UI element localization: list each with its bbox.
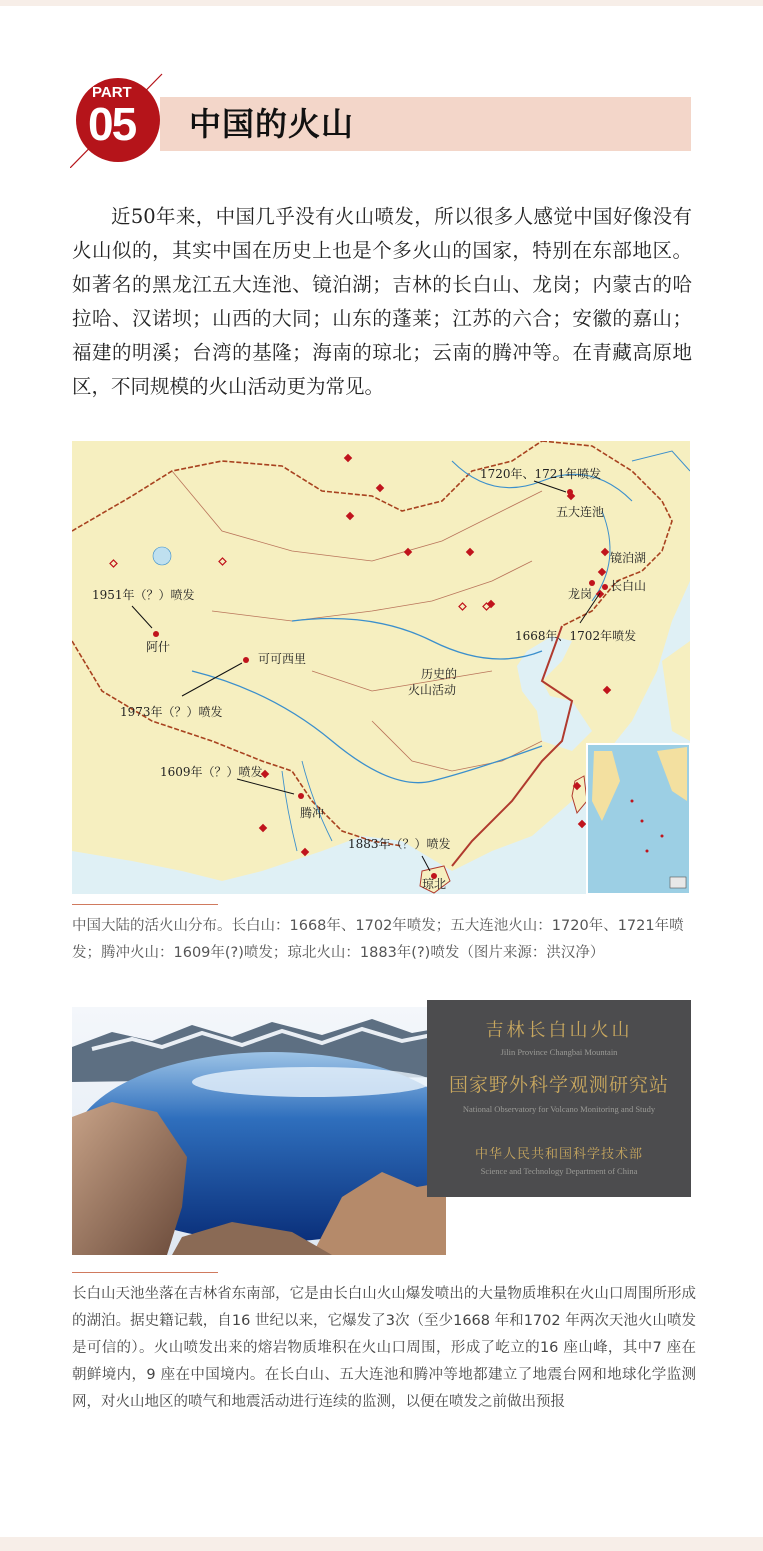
label-kekexili: 可可西里 (258, 652, 307, 666)
map-caption: 中国大陆的活火山分布。长白山：1668年、1702年喷发；五大连池火山：1720年、1721年喷发；腾冲火山：1609年(?)喷发；琼北火山：1883年(?)喷发（图片来源：洪汉净） (72, 918, 684, 961)
bottom-band (0, 1537, 763, 1551)
label-changbaishan: 长白山 (610, 579, 647, 593)
label-tengchong: 腾冲 (300, 806, 325, 820)
top-band (0, 0, 763, 6)
label-kekexili-date: 1973年（？）喷发 (120, 705, 223, 719)
label-tengchong-date: 1609年（？）喷发 (160, 765, 263, 779)
caption2-divider (72, 1272, 218, 1273)
volcano-map (72, 441, 690, 894)
label-jingpohu: 镜泊湖 (610, 551, 647, 565)
plaque-line2-en: National Observatory for Volcano Monitoring and Study (462, 1104, 656, 1114)
observatory-plaque-photo (427, 1000, 691, 1197)
plaque-line2-cn: 国家野外科学观测研究站 (448, 1074, 669, 1096)
label-volcanic-activity: 火山活动 (408, 683, 457, 697)
label-wudalianchi-date: 1720年、1721年喷发 (480, 467, 602, 481)
intro-paragraph: 近50年来，中国几乎没有火山喷发，所以很多人感觉中国好像没有火山似的，其实中国在历史上也是个多火山的国家，特别在东部地区。如著名的黑龙江五大连池、镜泊湖；吉林的长白山、龙岗；内蒙古的哈拉哈、汉诺坝；山西的大同；山东的蓬莱；江苏的六合；安徽的嘉山；福建的明溪；台湾的基隆；海南的琼北；云南的腾冲等。在青藏高原地区，不同规模的火山活动更为常见。 (72, 205, 692, 398)
plaque-line1-cn: 吉林长白山火山 (485, 1020, 633, 1041)
label-changbai-date: 1668年、1702年喷发 (515, 629, 637, 643)
label-ashi: 阿什 (146, 640, 171, 654)
label-ashi-date: 1951年（？）喷发 (92, 588, 195, 602)
label-qiongbei: 琼北 (422, 877, 447, 891)
part-label: PART (92, 84, 132, 101)
plaque-line1-en: Jilin Province Changbai Mountain (500, 1047, 618, 1057)
label-longgang: 龙岗 (568, 587, 593, 601)
plaque-line3-en: Science and Technology Department of China (480, 1166, 638, 1176)
photo-caption: 长白山天池坐落在吉林省东南部，它是由长白山火山爆发喷出的大量物质堆积在火山口周围所形成的湖泊。据史籍记载，自16 世纪以来，它爆发了3次（至少1668 年和1702 年两次天池火山喷发是可信的）。火山喷发出来的熔岩物质堆积在火山口周围，形成了屹立的16 座山峰，其中7 座在朝鲜境内，9 座在中国境内。在长白山、五大连池和腾冲等地都建立了地震台网和地球化学监测网，对火山地区的喷气和地震活动进行连续的监测，以便在喷发之前做出预报 (72, 1286, 696, 1410)
part-number: 05 (88, 98, 136, 150)
caption-divider (72, 904, 218, 905)
tianchi-lake-photo (72, 1007, 446, 1255)
label-wudalianchi: 五大连池 (556, 505, 605, 519)
label-qiongbei-date: 1883年（？）喷发 (348, 837, 451, 851)
page-title: 中国的火山 (189, 105, 355, 143)
plaque-line3-cn: 中华人民共和国科学技术部 (474, 1147, 643, 1162)
label-historical: 历史的 (421, 667, 458, 681)
